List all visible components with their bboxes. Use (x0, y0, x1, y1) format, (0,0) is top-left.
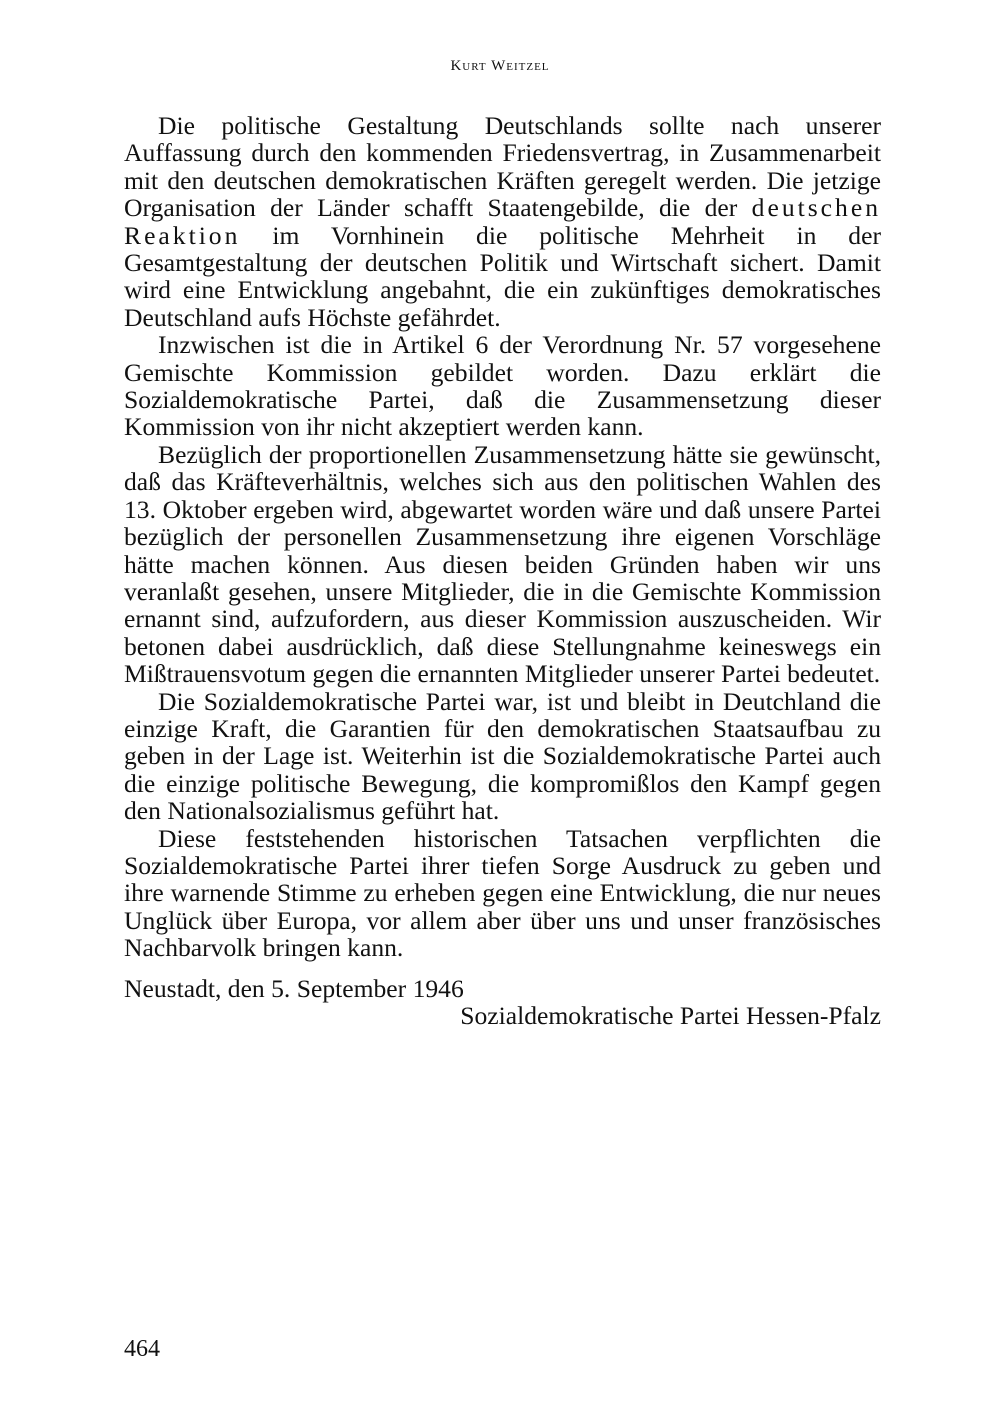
paragraph-1 (124, 112, 881, 331)
place-and-date: Neustadt, den 5. September 1946 (124, 973, 464, 1003)
paragraph-1-text-after: im Vornhinein die politische Mehrheit in der Gesamtgestaltung der deutschen Politik und Wirtschaft sichert. Damit wird eine Entwicklung angebahnt, die ein zukünftiges demokratisches Deutschland aufs Höchste gefährdet. (124, 220, 881, 332)
signature: Sozialdemokratische Partei Hessen-Pfalz (460, 1001, 881, 1030)
paragraph-4: Die Sozialdemokratische Partei war, ist und bleibt in Deutchland die einzige Kraft, die Garantien für den demokratischen Staatsaufbau zu geben in der Lage ist. Weiterhin ist die Sozialdemokratische Partei auch die einzige politische Bewegung, die kompromißlos den Kampf gegen den Nationalsozialismus geführt hat. (124, 686, 881, 826)
running-header: Kurt Weitzel (450, 58, 550, 74)
paragraph-1-text-before: Die politische Gestaltung Deutschlands sollte nach unserer Auffassung durch den kommenden Friedensvertrag, in Zusammenarbeit mit den deutschen demokratischen Kräften geregelt werden. Die jetzige Organisation der Länder schafft Staatengebilde, die der (124, 111, 881, 223)
page-number: 464 (124, 1336, 160, 1362)
document-body (124, 112, 881, 1029)
paragraph-2: Inzwischen ist die in Artikel 6 der Verordnung Nr. 57 vorgesehene Gemischte Kommission gebildet worden. Dazu erklärt die Sozialdemokratische Partei, daß die Zusammensetzung dieser Kommission von ihr nicht akzeptiert werden kann. (124, 330, 881, 442)
paragraph-5: Diese feststehenden historischen Tatsachen verpflichten die Sozialdemokratische Partei ihrer tiefen Sorge Ausdruck zu geben und ihre warnende Stimme zu erheben gegen eine Entwicklung, die nur neues Unglück über Europa, vor allem aber über uns und unser französisches Nachbarvolk bringen kann. (124, 823, 881, 963)
emphasized-phrase: deutschen Reaktion (124, 193, 881, 250)
paragraph-3: Bezüglich der proportionellen Zusammensetzung hätte sie gewünscht, daß das Kräfteverhältnis, welches sich aus den politischen Wahlen des 13. Oktober ergeben wird, abgewartet worden wäre und daß unsere Partei bezüglich der personellen Zusammensetzung ihre eigenen Vorschläge hätte machen können. Aus diesen beiden Gründen haben wir uns veranlaßt gesehen, unsere Mitglieder, die in die Gemischte Kommission ernannt sind, aufzufordern, aus dieser Kommission auszuscheiden. Wir betonen dabei ausdrücklich, daß diese Stellungnahme keineswegs ein Mißtrauensvotum gegen die ernannten Mitglieder unserer Partei bedeutet. (124, 439, 881, 689)
